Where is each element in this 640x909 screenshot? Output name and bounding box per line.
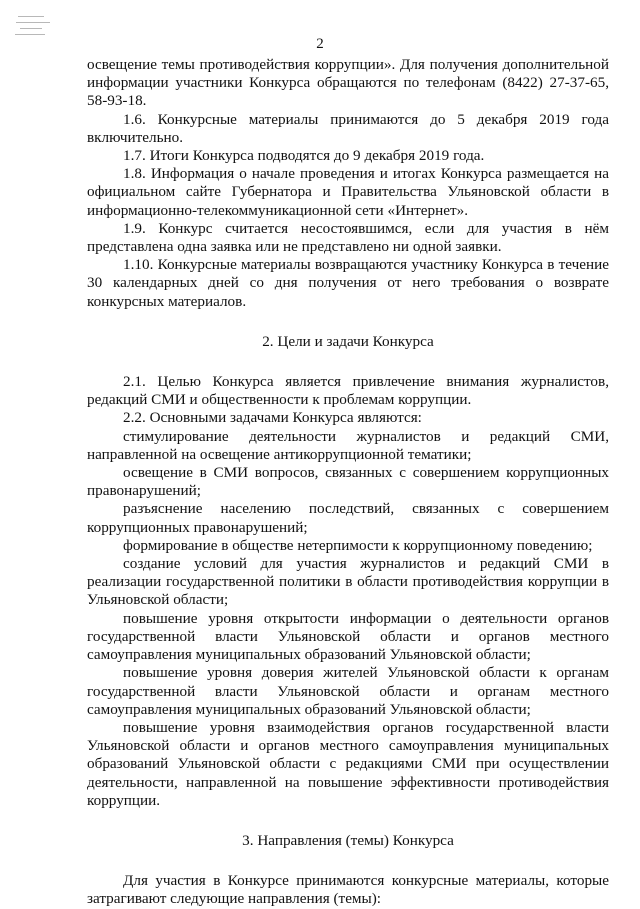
- task-item: разъяснение населению последствий, связанных с совершением коррупционных правонарушений;: [87, 500, 609, 536]
- document-body: [87, 56, 609, 909]
- paragraph-3-intro: Для участия в Конкурсе принимаются конкурсные материалы, которые затрагивают следующие направления (темы):: [87, 872, 609, 908]
- task-item: формирование в обществе нетерпимости к коррупционному поведению;: [123, 536, 593, 554]
- page-number: 2: [316, 36, 324, 52]
- section-heading-2: 2. Цели и задачи Конкурса: [262, 332, 434, 350]
- paragraph-intro: освещение темы противодействия коррупции». Для получения дополнительной информации участники Конкурса обращаются по телефонам (8422) 27-37-65, 58-93-18.: [87, 56, 609, 110]
- paragraph-1-7: 1.7. Итоги Конкурса подводятся до 9 декабря 2019 года.: [123, 147, 485, 165]
- paragraph-1-8: 1.8. Информация о начале проведения и итогах Конкурса размещается на официальном сайте Губернатора и Правительства Ульяновской области в информационно-телекоммуникационной сети «Интернет».: [87, 165, 609, 219]
- paragraph-2-2: 2.2. Основными задачами Конкурса являются:: [123, 409, 422, 427]
- task-item: создание условий для участия журналистов и редакций СМИ в реализации государственной политики в области противодействия коррупции в Ульяновской области;: [87, 555, 609, 609]
- paragraph-1-9: 1.9. Конкурс считается несостоявшимся, если для участия в нём представлена одна заявка или не представлено ни одной заявки.: [87, 219, 609, 256]
- paragraph-1-10: 1.10. Конкурсные материалы возвращаются участнику Конкурса в течение 30 календарных дней со дня получения от него требования о возврате конкурсных материалов.: [87, 256, 609, 310]
- paragraph-1-6: 1.6. Конкурсные материалы принимаются до 5 декабря 2019 года включительно.: [87, 110, 609, 146]
- task-item: повышение уровня взаимодействия органов государственной власти Ульяновской области и органов местного самоуправления муниципальных образований Ульяновской области с редакциями СМИ при осуществлении деятельности, направленной на повышение эффективности противодействия коррупции.: [87, 718, 609, 809]
- task-item: стимулирование деятельности журналистов и редакций СМИ, направленной на освещение антикоррупционной тематики;: [87, 427, 609, 463]
- task-item: повышение уровня доверия жителей Ульяновской области к органам государственной власти Ульяновской области и органам местного самоуправления муниципальных образований Ульяновской области;: [87, 664, 609, 718]
- task-item: повышение уровня открытости информации о деятельности органов государственной власти Ульяновской области и органов местного самоуправления муниципальных образований Ульяновской области;: [87, 609, 609, 664]
- section-heading-3: 3. Направления (темы) Конкурса: [242, 831, 454, 849]
- paragraph-2-1: 2.1. Целью Конкурса является привлечение внимания журналистов, редакций СМИ и общественности к проблемам коррупции.: [87, 373, 609, 409]
- task-item: освещение в СМИ вопросов, связанных с совершением коррупционных правонарушений;: [87, 464, 609, 500]
